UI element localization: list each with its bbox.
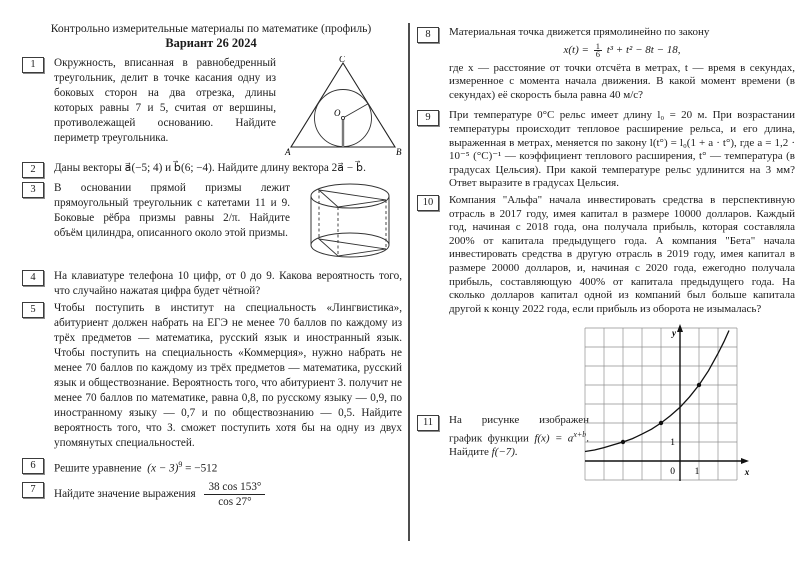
problem-6-number: 6 (22, 458, 44, 474)
problem-6-equation-base: (x − 3) (147, 462, 179, 475)
problem-2 (22, 161, 402, 178)
problem-8-formula-fraction (594, 40, 602, 59)
problem-8-formula-rhs: t³ + t² − 8t − 18, (606, 43, 681, 56)
problem-4 (22, 269, 402, 299)
problem-8-fraction-denominator: 6 (595, 48, 600, 59)
problem-8-formula-lhs: x(t) = (563, 43, 589, 56)
problem-10-number: 10 (417, 195, 439, 211)
vertex-a-label: A (285, 147, 291, 156)
x-tick-label: 1 (694, 467, 700, 478)
problem-3 (22, 181, 402, 263)
problem-7 (22, 481, 402, 508)
problem-11-text-2: . Найдите (449, 432, 590, 459)
problem-11-function: f(x) = a (534, 432, 574, 445)
incircle-triangle-figure (284, 56, 402, 156)
problem-8-intro: Материальная точка движется прямолинейно по закону (449, 26, 710, 38)
problem-1-number: 1 (22, 57, 44, 73)
problem-7-label: Найдите значение выражения (54, 487, 196, 500)
problem-6-equation-exponent: 9 (178, 460, 183, 469)
column-divider (408, 23, 410, 541)
center-o-label: O (334, 108, 341, 118)
problem-4-text: На клавиатуре телефона 10 цифр, от 0 до 9. Какова вероятность того, что случайно нажатая цифра будет чётной? (54, 270, 402, 297)
problem-8-fraction-numerator: 1 (595, 40, 600, 51)
problem-1-text-block (54, 56, 402, 158)
problem-10 (417, 194, 795, 316)
problem-6-equation-rhs: = −512 (182, 462, 218, 475)
problem-9 (417, 109, 795, 191)
problem-1-text: Окружность, вписанная в равнобедренный треугольник, делит в точке касания одну из боковых сторон на два отрезка, длины которых равны 7 и 5, считая от вершины, противолежащей основанию. Найдите периметр треугольника. (54, 57, 276, 144)
problem-11-number: 11 (417, 415, 439, 431)
problem-8-text-block (449, 26, 795, 102)
y-axis-label: y (672, 328, 676, 339)
x-axis-label: x (744, 467, 750, 478)
problem-11-text: На рисунке изображен график функции (449, 414, 589, 445)
graph-point-1 (621, 440, 625, 444)
problem-6 (22, 457, 402, 477)
problem-5 (22, 301, 402, 451)
problem-3-number: 3 (22, 182, 44, 198)
variant-subtitle: Вариант 26 2024 (165, 36, 257, 50)
problem-9-number: 9 (417, 110, 439, 126)
problem-6-label: Решите уравнение (54, 462, 142, 475)
problem-7-fraction-numerator: 38 cos 153° (204, 481, 265, 495)
problem-11-text-block (449, 414, 589, 459)
problem-7-number: 7 (22, 482, 44, 498)
problem-3-text: В основании прямой призмы лежит прямоугольный треугольник с катетами 11 и 9. Боковые рёбра призмы равны 2/π. Найдите объём цилиндра, описанного около этой призмы. (54, 182, 290, 239)
problem-8 (417, 26, 795, 102)
origin-label: 0 (670, 467, 675, 478)
problem-11-function-exponent: x+b (573, 429, 587, 439)
problem-2-number: 2 (22, 162, 44, 178)
problem-8-number: 8 (417, 27, 439, 43)
right-column (417, 26, 795, 486)
problem-7-text-block (54, 481, 402, 508)
problem-2-text: Даны векторы a⃗(−5; 4) и b⃗(6; −4). Найдите длину вектора 2a⃗ − b⃗. (54, 162, 366, 174)
problem-4-number: 4 (22, 270, 44, 286)
problem-6-text-block (54, 457, 402, 477)
problem-9-text: При температуре 0°C рельс имеет длину l₀ = 20 м. При возрастании температуры происходит тепловое расширение рельса, и его длина, выраженная в метрах, меняется по закону l(t°) = l₀(1 + a · t°), где a = 1,2 · 10⁻⁵ (°C)⁻¹ — коэффициент теплового расширения, t° — температура (в градусах Цельсия). При какой температуре рельс удлинится на 3 мм? Ответ выразите в градусах Цельсия. (449, 109, 795, 190)
problem-5-text: Чтобы поступить в институт на специальность «Лингвистика», абитуриент должен набрать на ЕГЭ не менее 70 баллов по каждому из трёх предметов — математика, русский язык и иностранный язык. Чтобы поступить на специальность «Коммерция», нужно набрать не менее 70 баллов по каждому из трёх предметов — математика, русский язык и обществознание. Вероятность того, что абитуриент З. получит не менее 70 баллов по математике, равна 0,8, по русскому языку — 0,9, по иностранному языку — 0,7 и по обществознанию — 0,5. Найдите вероятность того, что З. сможет поступить хотя бы на одну из двух упомянутых специальностей. (54, 302, 402, 449)
vertex-c-label: C (339, 56, 346, 64)
y-tick-label: 1 (670, 438, 675, 449)
vertex-b-label: B (396, 147, 402, 156)
problem-3-text-block (54, 181, 402, 263)
problem-8-formula (449, 40, 795, 59)
problem-7-fraction (204, 481, 265, 508)
problem-5-number: 5 (22, 302, 44, 318)
graph-point-2 (659, 421, 663, 425)
problem-11-text-row (417, 414, 589, 459)
problem-10-text: Компания "Альфа" начала инвестировать средства в перспективную отрасль в 2017 году, имея капитал в размере 10000 долларов. Каждый год, начиная с 2018 года, она получала прибыль, которая составляла 200% от капитала предыдущего года. А компания "Бета" начала инвестировать средства в другую отрасль в 2019 году, имея капитал в размере 20000 долларов, и, начиная с 2020 года, ежегодно получала прибыль, составляющую 400% от капитала предыдущего года. На сколько долларов капитал одной из компаний был больше капитала другой к концу 2022 года, если прибыль из оборота не изымалась? (449, 193, 795, 315)
left-column (22, 56, 402, 508)
page-header (16, 22, 406, 51)
graph-point-3 (697, 383, 701, 387)
problem-7-fraction-denominator: cos 27° (218, 495, 252, 508)
cylinder-prism-figure (298, 181, 402, 261)
problem-1 (22, 56, 402, 158)
problem-11-query: f(−7). (491, 446, 518, 459)
exponential-graph-figure (583, 324, 753, 484)
problem-8-outro: где x — расстояние от точки отсчёта в метрах, t — время в секундах, измеренное с момента начала движения. В какой момент времени (в секундах) её скорость была равна 40 м/с? (449, 61, 795, 101)
problem-11 (417, 324, 795, 486)
document-title: Контрольно измерительные материалы по математике (профиль) (50, 22, 372, 35)
